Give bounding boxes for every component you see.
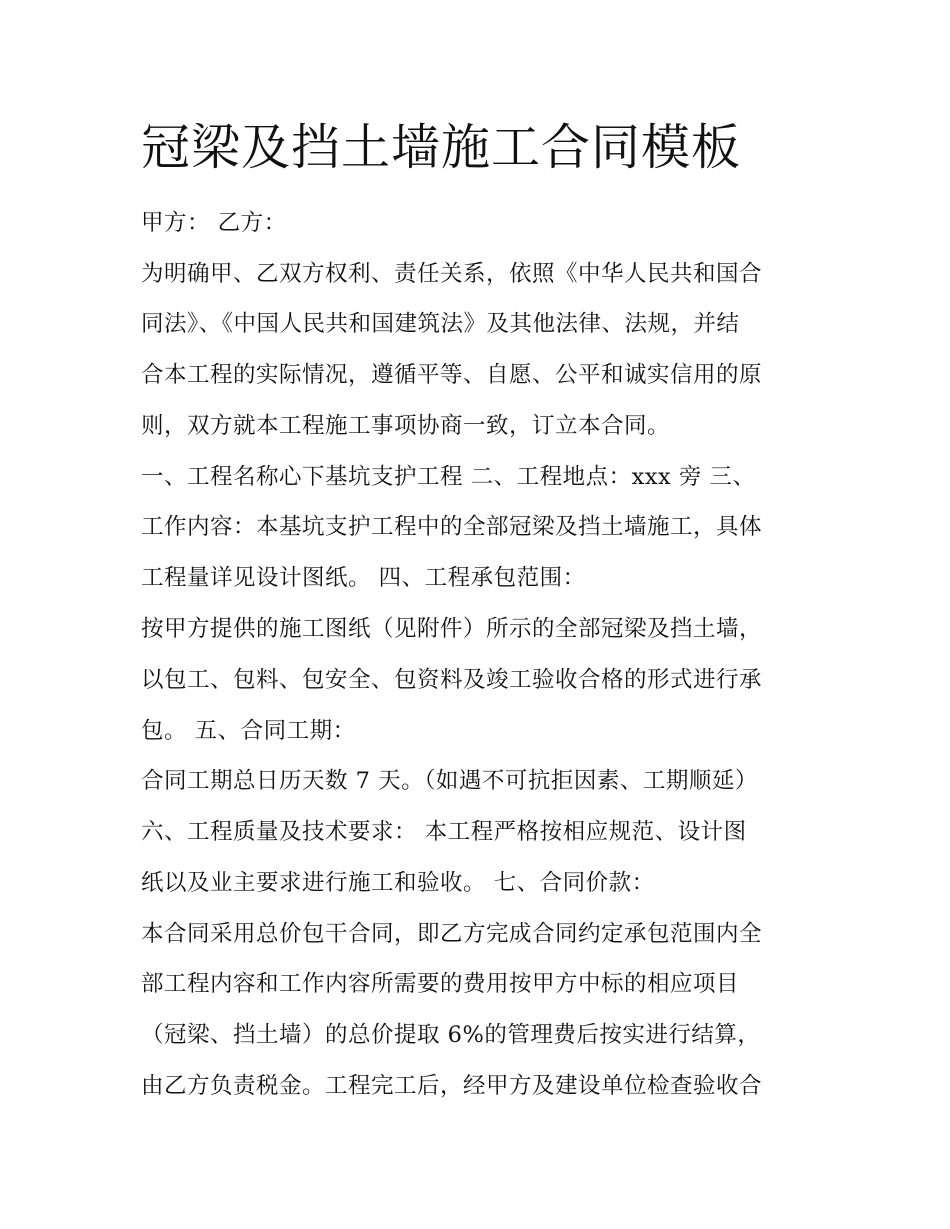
body-line: 纸以及业主要求进行施工和验收。 七、合同价款： — [141, 870, 655, 896]
body-line: 由乙方负责税金。工程完工后，经甲方及建设单位检查验收合 — [141, 1073, 763, 1099]
body-line: 工作内容：本基坑支护工程中的全部冠梁及挡土墙施工，具体 — [141, 514, 763, 540]
body-line: 工程量详见设计图纸。 四、工程承包范围： — [141, 565, 586, 591]
body-line: 以包工、包料、包安全、包资料及竣工验收合格的形式进行承 — [141, 667, 763, 693]
body-line: 则，双方就本工程施工事项协商一致，订立本合同。 — [141, 413, 671, 439]
body-line: 按甲方提供的施工图纸（见附件）所示的全部冠梁及挡土墙， — [141, 616, 763, 642]
body-line: 本合同采用总价包干合同，即乙方完成合同约定承包范围内全 — [141, 921, 763, 947]
parties-line: 甲方： 乙方： — [141, 210, 287, 236]
body-line: 合同工期总日历天数 7 天。（如遇不可抗拒因素、工期顺延） — [141, 768, 758, 794]
body-line: （冠梁、挡土墙）的总价提取 6%的管理费后按实进行结算， — [141, 1022, 761, 1048]
body-line: 包。 五、合同工期： — [141, 718, 356, 744]
body-line: 合本工程的实际情况，遵循平等、自愿、公平和诚实信用的原 — [141, 362, 763, 388]
body-line: 一、工程名称心下基坑支护工程 二、工程地点：xxx 旁 三、 — [141, 464, 756, 490]
body-line: 六、工程质量及技术要求： 本工程严格按相应规范、设计图 — [141, 819, 747, 845]
body-line: 同法》、《中国人民共和国建筑法》及其他法律、法规，并结 — [141, 311, 740, 337]
body-line: 为明确甲、乙双方权利、责任关系，依照《中华人民共和国合 — [141, 261, 763, 287]
body-line: 部工程内容和工作内容所需要的费用按甲方中标的相应项目 — [141, 971, 740, 997]
document-title: 冠梁及挡土墙施工合同模板 — [141, 119, 742, 176]
